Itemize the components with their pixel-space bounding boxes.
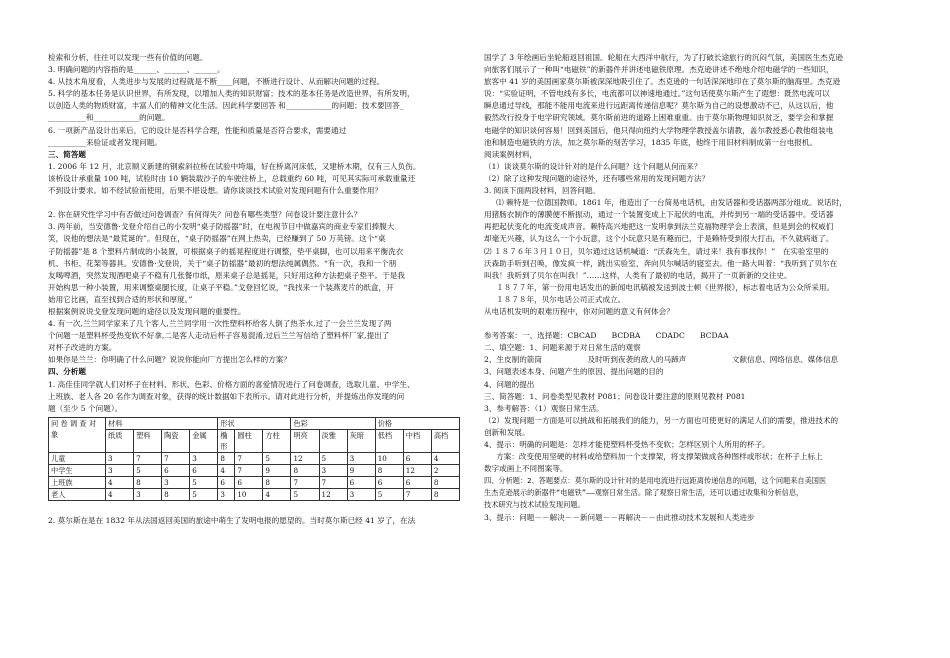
subheader-cell: 灰暗 [347,429,375,452]
table-cell: 2 [431,464,459,476]
table-cell: 8 [431,488,459,500]
subheader-cell: 方柱 [263,429,291,452]
answer-line: 生杰克逊展示的新器件“电磁铁”——观察日常生活。除了观察日常生活，还可以通过收集和分析信息， [484,488,804,498]
question-3-line: 根据案例说说戈登发现问题的途径以及发现问题的重要性。 [48,306,246,316]
reading-passage-line: 毅然改行投身于电学研究领域。莫尔斯前进的道路上困难重重。由于莫尔斯物理知识贫乏，要学会和掌握 [484,113,834,123]
spacer [48,197,468,209]
table-cell: 8 [291,464,319,476]
reading-question-1: （1）谈谈莫尔斯的设计针对的是什么问题？这个问题从何而来？ [484,161,702,171]
table-cell: 9 [263,464,291,476]
group-header-shape: 形状 [218,417,291,429]
subheader-cell: 淡雅 [319,429,347,452]
table-cell: 6 [347,476,375,488]
analysis-question-1-line: 1. 高佳佳同学就人们对杯子在材料、形状、色彩、价格方面的喜爱情况进行了问卷调查，选取儿童、中学生、 [48,379,415,389]
fill-blank-question-6: 6. 一项新产品设计出来后，它的设计是否科学合理，性能和质量是否符合要求，需要通过 [48,125,347,135]
group-header-material: 材料 [106,417,218,429]
reading-passage-line: 电磁学的知识谈何容易！回到美国后，他只得向纽约大学物理学教授盖尔请教，盖尔教授悉心教他组装电 [484,125,834,135]
question-3-line: 笑，说他的想法是“最荒诞的”。但现在，“桌子防摇器”在网上热卖，已经赚到了 50 万英镑。这个“桌 [48,234,386,244]
table-cell: 3 [319,464,347,476]
reading-question-2: （2）除了这种发现问题的途径外，还有哪些常用的发现问题方法？ [484,173,710,183]
table-cell: 3 [162,476,190,488]
group-header-color: 色彩 [291,417,375,429]
table-cell: 8 [218,452,235,464]
table-cell: 12 [403,464,431,476]
subheader-cell: 金属 [190,429,218,452]
table-cell: 4 [106,476,134,488]
table-cell: 6 [403,476,431,488]
table-cell: 7 [235,452,263,464]
material-2-line: １８７７年，第一份用电话发出的新闻电讯稿被发送到波士顿《世界报》，标志着电话为公众所采用。 [496,282,835,292]
table-cell: 5 [190,488,218,500]
group-header-price: 价格 [375,417,459,429]
table-cell: 5 [190,476,218,488]
subheader-cell: 低档 [375,429,403,452]
question-1-line: 不到设计要求。如不经试验而使用，后果不堪设想。请你谈谈技术试验对发现问题有什么重要作用？ [48,186,383,196]
text-line: __________来验证或者发现问题。 [48,137,162,147]
reading-passage-line: 说：“实验证明，不管电线有多长，电流都可以神速地通过。”这句话使莫尔斯产生了遐想：既然电流可以 [484,89,830,99]
answer-line: 4、问题的提出 [484,379,535,389]
material-2-line: 沃森助手听到召唤，像发疯一样，跳出实验室，奔向贝尔喊话的寝室去。他一路大叫着：“我听到了贝尔在 [484,258,838,268]
answer-line: 3、问题表述本身、问题产生的原因、提出问题的目的 [484,367,664,377]
table-cell: 8 [134,476,162,488]
subheader-cell: 高档 [431,429,459,452]
question-4-line: 如果你是兰兰：你明确了什么问题？说说你能向厂方提出怎么样的方案？ [48,355,291,365]
closing-question: 从电话机发明的艰难历程中，你对问题的意义有何体会？ [484,306,674,316]
table-cell: 7 [319,476,347,488]
answer-line: 3、提示：问题－－解决－－新问题－－再解决－－由此推动技术发展和人类进步 [484,512,755,522]
fill-blank-question-4: 4. 从技术角度看，人类进步与发展的过程就是不断____问题，不断进行设计、从而解决问题的过程。 [48,77,385,87]
table-cell: 5 [134,464,162,476]
subheader-cell: 圆柱 [235,429,263,452]
question-3-line: 开始构思一种小装置，用来调整桌腿长度，让桌子平稳。”戈登回忆说，“我找来一个装燕麦片的纸盒，开 [48,282,394,292]
question-4-line: 4. 有一次,兰兰同学家来了几个客人,兰兰同学用一次性塑料杯给客人倒了热茶水,过了一会兰兰发现了两 [48,319,392,329]
table-cell: 3 [190,452,218,464]
table-cell: 9 [347,464,375,476]
material-1-line: ⑴ 赖特是一位德国教师。1861 年，他造出了一台简易电话机，由发话器和受话器两部分组成。说话时， [496,198,847,208]
table-corner-cell [49,417,106,452]
answer-line: 技术研究与技术试验发现问题。 [484,500,585,510]
table-cell: 6 [190,464,218,476]
question-2: 2. 你在研究性学习中有否做过问卷调查？有何得失？问卷有哪些类型？问卷设计要注意什么？ [48,210,362,220]
material-2-line: 叫我！我听到了贝尔在叫我！”……这样，人类有了最初的电话，揭开了一页新新的交往史。 [484,270,792,280]
spacer [484,318,904,330]
table-cell: 8 [375,464,403,476]
table-row [49,464,460,476]
table-cell: 12 [291,452,319,464]
table-cell: 3 [347,488,375,500]
row-label: 老人 [49,488,106,500]
table-cell: 6 [218,476,235,488]
reading-passage-line: 向旅客们展示了一种叫“电磁铁”的新器件并讲述电磁铁原理。杰克逊讲述不绝地介绍电磁学的一些知识， [484,65,834,75]
answer-line: 4、提示：明确的问题是：怎样才能使塑料杯受热不变软；怎样区别个人所用的杯子。 [484,440,770,449]
table-subheader-row [49,429,460,452]
answer-line: （2）发现问题一方面是可以挑战和拓展我们的能力，另一方面也可使更好的满足人们的需要，推进技术的 [484,415,839,425]
question-3-line: 友喝啤酒，突然发现酒吧桌子不稳有几张餐巾纸，原来桌子总是摇晃，只好用这种方法把桌子垫平。于是我 [48,270,405,280]
survey-table [48,417,460,501]
text-line: 以创造人类的物质财富，丰富人们的精神文化生活。因此科学要回答 和____________的问题；技术要回答_ [48,101,404,111]
subheader-cell: 椭形 [218,429,235,452]
text-line: __________和____________的问题。 [48,113,170,123]
subheader-cell: 纸质 [106,429,134,452]
table-row [49,452,460,464]
table-cell: 7 [291,476,319,488]
row-label: 儿童 [49,452,106,464]
table-cell: 3 [218,488,235,500]
answer-line: 方案：改变使用坚硬的材料或给塑料加一个支撑架，将支撑架做成各种图样或形状；在杯子上标上 [496,452,823,462]
answer-line: 三、简答题：1、问卷类型见教材 P081；问卷设计要注意的原则见教材 P081 [484,391,746,401]
answer-line: 二、填空题：1、问题来源于对日常生活的观察 [484,343,641,353]
table-cell: 5 [319,452,347,464]
table-header-row [49,417,460,429]
analysis-question-1-line: 题（至少 5 个问题）。 [48,403,123,413]
section-title-analysis: 四、分析题 [48,367,86,377]
question-3-line: 始用它比画，直至找到合适的形状和厚度。” [48,294,193,304]
subheader-cell: 明亮 [291,429,319,452]
table-cell: 6 [162,464,190,476]
answer-line: 四、分析题：2、答题要点：莫尔斯的设计针对的是用电流进行远距离传递信息的问题，这个问题来自美国医 [484,476,827,486]
table-cell: 10 [375,452,403,464]
question-1-line: 该桥设计承重量 100 吨，试验时由 10 辆装载沙子的车驶往桥上，总载重约 60 吨，可见其实际可承载重量还 [48,173,416,183]
fill-blank-question-5: 5. 科学的基本任务是认识世界，有所发现，以增加人类的知识财富；技术的基本任务是改造世界，有所发明， [48,89,415,99]
table-cell: 3 [347,452,375,464]
question-4-line: 对杯子改进的方案。 [48,343,117,353]
reading-intro: 阅读案例材料， [484,149,538,159]
material-1-line: 却毫无兴趣，认为这么一个小玩意，这个小玩意只是有趣而已，于是赖特受到很大打击，不久就病逝了。 [484,234,834,244]
question-1-line: 1. 2006 年 12 月，北京顺义新建的钢索斜拉桥在试验中垮塌，好在桥离河床低，又建桥木期，仅有三人负伤。 [48,161,421,171]
reading-passage-line: 池和制造电磁铁的方法，加之莫尔斯的刻苦学习，1835 年底，他终于用旧材料制成第一台电报机。 [484,137,818,147]
table-cell: 6 [235,476,263,488]
corner-top-label: 问 卷 调 查 对 [51,418,97,428]
row-label: 上班族 [49,476,106,488]
table-cell: 5 [263,452,291,464]
material-2-line: １８７８年，贝尔电话公司正式成立。 [496,294,626,304]
answer-line: 2、生皮制的箭筒 及时听到夜袭的敌人的马蹄声 文献信息、网络信息、媒体信息 [484,355,839,365]
section-title-short-answer: 三、简答题 [48,149,86,159]
table-cell: 8 [431,476,459,488]
table-cell: 5 [375,488,403,500]
text-line: 检索和分析，往往可以发现一些有价值的问题。 [48,53,208,62]
reading-passage-line: 瞬息通过导线，那能不能用电流来进行远距离传递信息呢？莫尔斯为自己的设想激动不已，从这以后，他 [484,101,834,111]
question-3: 3. 阅读下面两段材料，回答问题。 [484,186,600,196]
table-cell: 4 [431,452,459,464]
table-cell: 3 [106,464,134,476]
answer-line: 数字或画上不同图案等。 [484,464,568,474]
question-3-line: 机、书柜、花架等器具。安德鲁·戈登说，关于“桌子防摇器”最初的想法纯属偶然。“有一次，我和一个朋 [48,258,397,268]
table-cell: 8 [263,476,291,488]
table-cell: 7 [162,452,190,464]
table-cell: 10 [235,488,263,500]
reading-passage-line: 旅客中 41 岁的美国画家莫尔斯被深深地吸引住了。杰克逊的一句话深深地印在了莫尔斯的脑海里。杰克逊 [484,77,841,87]
reading-passage-line: 国学了 3 年绘画后坐轮船返回祖国。轮船在大西洋中航行，为了打破长途旅行的沉闷气氛，美国医生杰克逊 [484,53,843,62]
table-cell: 3 [106,452,134,464]
spacer [48,503,468,515]
subheader-cell: 塑料 [134,429,162,452]
subheader-cell: 陶瓷 [162,429,190,452]
table-cell: 7 [134,452,162,464]
analysis-question-1-line: 上班族、老人各 20 名作为调查对象，获得的统计数据如下表所示。请对此进行分析，并提炼出你发现的问 [48,391,405,401]
left-column [48,52,468,527]
table-cell: 4 [106,488,134,500]
table-cell: 4 [263,488,291,500]
answers-title: 参考答案：一、选择题：CBCAD BCDBA CDADC BCDAA [484,331,729,341]
table-row [49,488,460,500]
material-1-line: 再把起伏变化的电流变成声音。赖特高兴地把这一发明拿到法兰克福物理学会上表演，但是到会的权威们 [484,222,834,232]
question-4-line: 个问题一是塑料杯受热变软不好拿,二是客人走动后杯子容易混淆,过后兰兰写信给了塑料杯厂家,提出了 [48,331,390,341]
question-3-line: 子防摇器”是 8 个塑料片制成的小装置，可根据桌子的摇晃程度进行调整，垫平桌脚，也可以用来平衡洗衣 [48,246,404,256]
table-cell: 6 [375,476,403,488]
answer-line: 创新和发展。 [484,427,530,437]
table-cell: 5 [291,488,319,500]
table-cell: 4 [218,464,235,476]
answer-line: 3、参考解答：（1）观察日常生活。 [484,403,604,413]
subheader-cell: 中档 [403,429,431,452]
table-cell: 8 [162,488,190,500]
table-cell: 7 [235,464,263,476]
corner-bottom-label: 象 [51,429,59,439]
question-3-line: 3. 两年前，当安德鲁·戈登介绍自己的小发明“桌子防摇器”时，在电视节目中做嘉宾的商业专家们捧腹大 [48,222,395,232]
row-label: 中学生 [49,464,106,476]
table-row [49,476,460,488]
table-cell: 3 [134,488,162,500]
material-2-line: ⑵ １８７６年３月１０日，贝尔通过这话机喊道：“沃森先生，请过来！我有事找你！” 在实验室里的 [484,246,829,256]
table-cell: 7 [403,488,431,500]
fill-blank-question-3: 3. 明确问题的内容指的是______、______、______。 [48,65,225,75]
right-column [484,52,904,524]
material-1-line: 用猪肠衣制作的薄膜便不断振动，通过一个装置变成上下起伏的电流，并传到另一端的受话器中。受话器 [484,210,834,220]
analysis-question-2: 2. 莫尔斯在是在 1832 年从法国返回美国的旅途中萌生了发明电报的愿望的。当时莫尔斯已经 41 岁了，在法 [48,515,416,525]
table-cell: 12 [319,488,347,500]
table-cell: 6 [403,452,431,464]
